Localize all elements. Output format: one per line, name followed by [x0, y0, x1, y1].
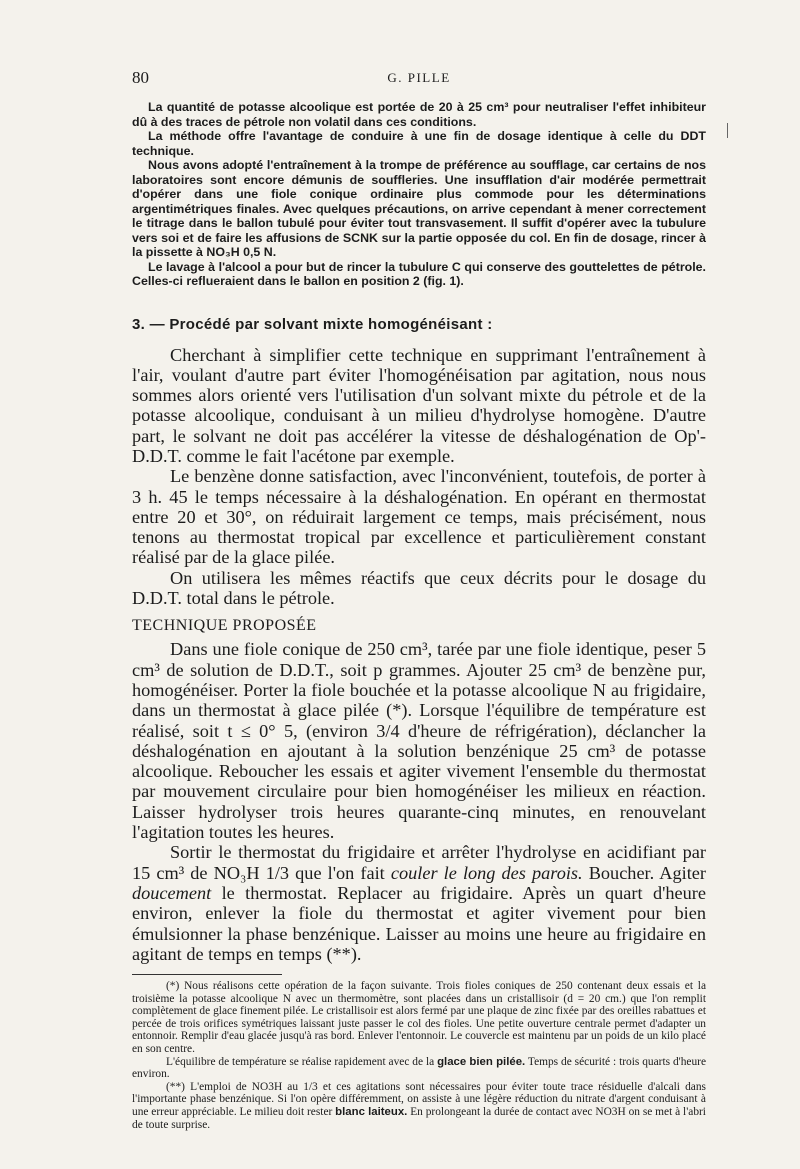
running-head: G. PILLE	[387, 70, 451, 85]
intro-paragraph: Le lavage à l'alcool a pour but de rincer la tubulure C qui conserve des gouttelettes de pétrole. Celles-ci reflueraient dans le ballon en position 2 (fig. 1).	[132, 259, 706, 288]
italic-run: couler le long des parois.	[390, 862, 583, 883]
footnote-separator	[132, 974, 282, 975]
bold-run: glace bien pilée.	[437, 1055, 526, 1068]
page-header	[132, 68, 706, 90]
technique-body	[132, 639, 706, 964]
intro-text	[132, 100, 706, 289]
section-heading: 3. — Procédé par solvant mixte homogénéisant :	[132, 315, 493, 333]
intro-paragraph: Nous avons adopté l'entraînement à la trompe de préférence au soufflage, car certains de nos laboratoires sont encore démunis de souffleries. Une insufflation d'air modérée permettrait d'opérer dans une fiole conique ordinaire plus commode pour les déterminations argentimétriques finales. Avec quelques précautions, on arrive cependant à mener correctement le titrage dans le ballon tubulé pour éviter tout transvasement. Il suffit d'opérer avec la tubulure vers soi et de faire les affusions de SCNK sur la partie opposée du col. En fin de dosage, rincer à la pissette à NO₃H 0,5 N.	[132, 158, 706, 259]
body-paragraph: On utilisera les mêmes réactifs que ceux décrits pour le dosage du D.D.T. total dans le pétrole.	[132, 567, 706, 609]
text-run: L'équilibre de température se réalise rapidement avec de la	[166, 1055, 438, 1068]
body-paragraph	[132, 842, 706, 964]
intro-paragraph: La quantité de potasse alcoolique est portée de 20 à 25 cm³ pour neutraliser l'effet inhibiteur dû à des traces de pétrole non volatil dans ces conditions.	[132, 100, 706, 129]
text-run: Sortir le thermostat du frigidaire et arrêter l'hydrolyse en acidifiant par 15 cm³ de NO₃H 1/3 que l'on fait	[132, 842, 706, 883]
body-paragraph: Dans une fiole conique de 250 cm³, tarée par une fiole identique, peser 5 cm³ de solution de D.D.T., soit p grammes. Ajouter 25 cm³ de benzène pur, homogénéiser. Porter la fiole bouchée et la potasse alcoolique N au frigidaire, dans un thermostat à glace pilée (*). Lorsque l'équilibre de température est réalisé, soit t ≤ 0° 5, (environ 3/4 d'heure de réfrigération), déclancher la déshalogénation en ajoutant à la solution benzénique 25 cm³ de potasse alcoolique. Reboucher les essais et agiter vivement l'ensemble du thermostat par mouvement circulaire pour bien homogénéiser les milieux en réaction. Laisser hydrolyser trois heures quarante-cinq minutes, en renouvelant l'agitation toutes les heures.	[132, 639, 706, 843]
bold-run: blanc laiteux.	[335, 1106, 408, 1119]
technique-heading: TECHNIQUE PROPOSÉE	[132, 617, 317, 635]
page-number: 80	[132, 68, 149, 87]
intro-paragraph: La méthode offre l'avantage de conduire à une fin de dosage identique à celle du DDT technique.	[132, 129, 706, 158]
section-body	[132, 345, 706, 609]
text-run: En prolongeant la durée de contact avec NO3H on se met à l'abri de toute surprise.	[132, 1106, 706, 1131]
text-run: Boucher. Agiter	[582, 862, 706, 883]
italic-run: doucement	[132, 882, 212, 903]
footnotes	[132, 980, 706, 1131]
body-paragraph: Le benzène donne satisfaction, avec l'inconvénient, toutefois, de porter à 3 h. 45 le temps nécessaire à la déshalogénation. En opérant en thermostat entre 20 et 30°, on réduirait largement ce temps, mais précisément, nous tenons au thermostat tropical par excellence et particulièrement constant réalisé par de la glace pilée.	[132, 466, 706, 568]
margin-mark	[727, 123, 728, 138]
text-run: Temps de sécurité : trois quarts d'heure environ.	[132, 1055, 707, 1081]
footnote	[132, 1056, 706, 1081]
page-content	[132, 68, 706, 1131]
body-paragraph: Cherchant à simplifier cette technique en supprimant l'entraînement à l'air, voulant d'autre part éviter l'homogénéisation par agitation, nous nous sommes alors orienté vers l'utilisation d'un solvant mixte du pétrole et de la potasse alcoolique, conduisant à un milieu d'hydrolyse homogène. D'autre part, le solvant ne doit pas accélérer la vitesse de déshalogénation de Op'-D.D.T. comme le fait l'acétone par exemple.	[132, 344, 706, 466]
text-run: (**) L'emploi de NO3H au 1/3 et ces agitations sont nécessaires pour éviter toute trace résiduelle d'alcali dans l'importante phase benzénique. Si l'on opère différemment, on assiste à une légère réduction du nitrate d'argent conduisant à une erreur appréciable. Le milieu doit rester	[132, 1080, 706, 1119]
footnote: (*) Nous réalisons cette opération de la façon suivante. Trois fioles coniques de 250 contenant deux essais et la troisième la potasse alcoolique N avec un thermomètre, sont placées dans un cristallisoir (d = 20 cm.) que l'on remplit complètement de glace finement pilée. Le cristallisoir est alors fermé par une plaque de zinc fixée par des oreilles rabattues et percée de trois orifices symétriques laissant juste passer le col des fioles. Une petite ouverture centrale permet d'adapter un entonnoir. Remplir d'eau glacée jusqu'à ras bord. Enlever l'entonnoir. Le couvercle est maintenu par un poids de un kilo placé en son centre.	[132, 980, 706, 1056]
text-run: le thermostat. Replacer au frigidaire. Après un quart d'heure environ, enlever la fiole du thermostat et agiter vivement pour bien émulsionner la phase benzénique. Laisser au moins une heure au frigidaire en agitant de temps en temps (**).	[132, 882, 706, 964]
footnote	[132, 1081, 706, 1131]
